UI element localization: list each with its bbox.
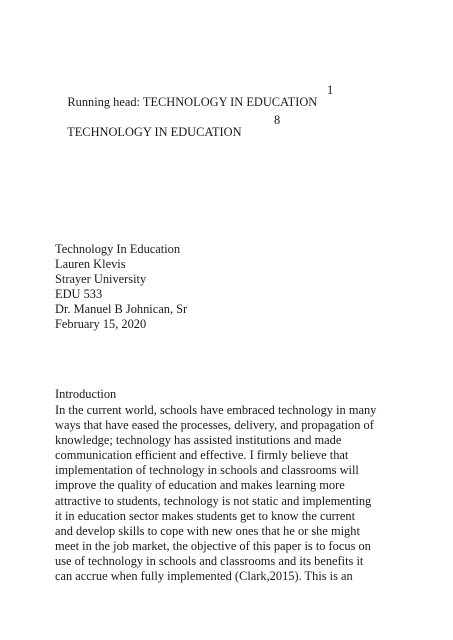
course-code: EDU 533: [55, 287, 103, 301]
running-head-label: Running head: TECHNOLOGY IN EDUCATION: [67, 95, 318, 110]
paragraph-line: knowledge; technology has assisted institutions and made: [55, 433, 342, 448]
submission-date: February 15, 2020: [55, 317, 147, 331]
author-name: Lauren Klevis: [55, 257, 126, 271]
short-head: [55, 113, 281, 164]
instructor-name: Dr. Manuel B Johnican, Sr: [55, 302, 188, 316]
paragraph-line: meet in the job market, the objective of this paper is to focus on: [55, 538, 371, 553]
paper-title: Technology In Education: [55, 242, 181, 256]
paragraph-line: use of technology in schools and classrooms and its benefits it: [55, 553, 364, 568]
paragraph-line: and develop skills to cope with new ones that he or she might: [55, 523, 360, 538]
section-heading: Introduction: [55, 387, 117, 401]
paragraph-line: ways that have eased the processes, delivery, and propagation of: [55, 418, 374, 433]
paragraph-line: improve the quality of education and makes learning more: [55, 478, 345, 493]
short-head-page-number: 8: [274, 113, 281, 127]
paragraph-line: communication efficient and effective. I firmly believe that: [55, 448, 349, 463]
paragraph-line: attractive to students, technology is not static and implementing: [55, 493, 372, 508]
paragraph-line: it in education sector makes students get to know the current: [55, 508, 356, 523]
paragraph-line: In the current world, schools have embraced technology in many: [55, 403, 377, 417]
paragraph-line: can accrue when fully implemented (Clark,2015). This is an: [55, 569, 353, 584]
institution-name: Strayer University: [55, 272, 147, 286]
running-head-page-number: 1: [327, 83, 334, 97]
paragraph-line: implementation of technology in schools and classrooms will: [55, 463, 359, 478]
short-head-label: TECHNOLOGY IN EDUCATION: [67, 125, 242, 140]
body-paragraph: [55, 403, 415, 584]
